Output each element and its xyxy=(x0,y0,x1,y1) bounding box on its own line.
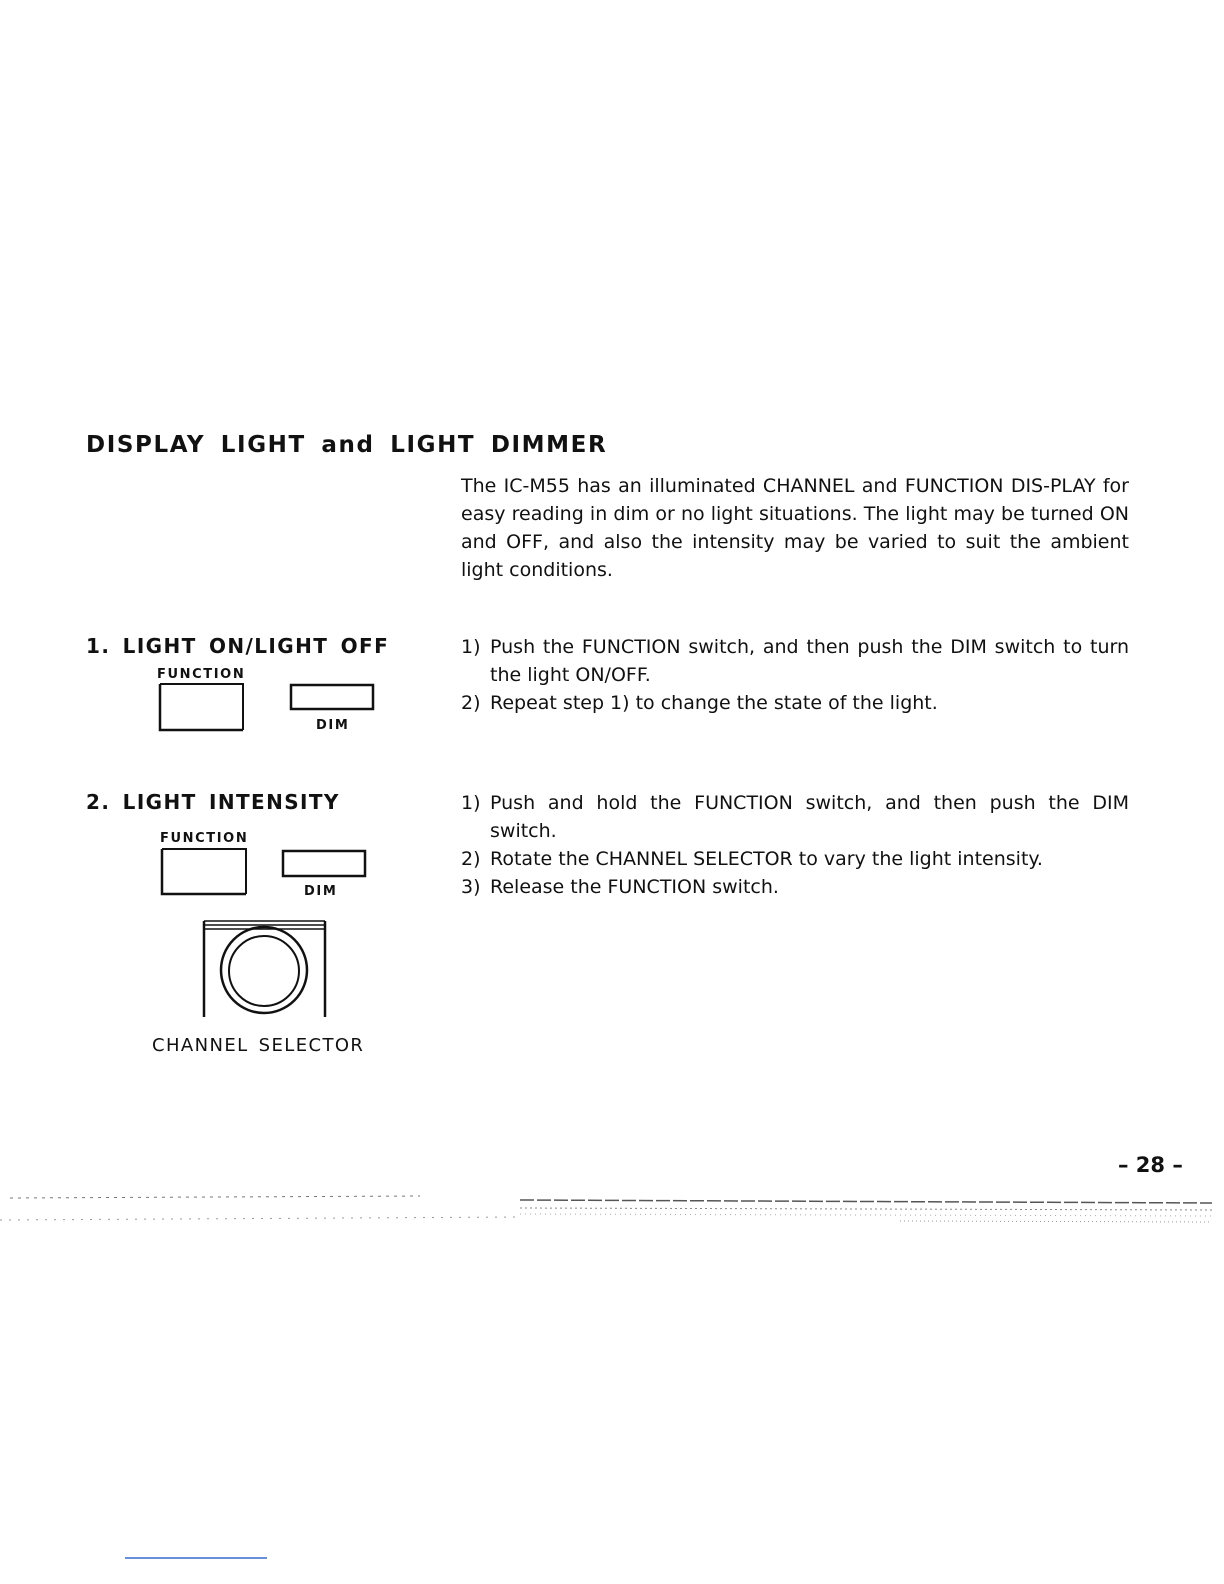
step-text: Repeat step 1) to change the state of the light. xyxy=(490,692,938,714)
section-2-steps xyxy=(461,789,1129,901)
section-1-heading: 1. LIGHT ON/LIGHT OFF xyxy=(86,634,390,658)
list-item xyxy=(461,845,1129,873)
section-1-switch-diagram xyxy=(150,680,390,740)
step-text: Push the FUNCTION switch, and then push the DIM switch to turn the light ON/OFF. xyxy=(490,636,1129,686)
step-text: Rotate the CHANNEL SELECTOR to vary the light intensity. xyxy=(490,848,1043,870)
section-1-steps xyxy=(461,633,1129,717)
list-item xyxy=(461,789,1129,845)
list-item xyxy=(461,873,1129,901)
channel-selector-diagram xyxy=(195,915,335,1025)
channel-selector-label: CHANNEL SELECTOR xyxy=(152,1035,365,1056)
dim-switch-icon xyxy=(283,851,365,876)
step-text: Release the FUNCTION switch. xyxy=(490,876,779,898)
page-number: – 28 – xyxy=(1118,1153,1183,1177)
section-2-heading: 2. LIGHT INTENSITY xyxy=(86,790,340,814)
step-number: 1) xyxy=(461,636,481,658)
function-switch-icon xyxy=(160,684,243,730)
page-title: DISPLAY LIGHT and LIGHT DIMMER xyxy=(86,432,608,458)
function-switch-icon xyxy=(162,849,246,894)
list-item xyxy=(461,633,1129,689)
channel-selector-knob-icon xyxy=(204,921,325,1017)
section-2-switch-diagram xyxy=(150,845,390,905)
list-item xyxy=(461,689,1129,717)
section-2-dim-label: DIM xyxy=(304,884,338,899)
step-text: Push and hold the FUNCTION switch, and then push the DIM switch. xyxy=(490,792,1129,842)
dim-switch-icon xyxy=(291,685,373,709)
section-1-dim-label: DIM xyxy=(316,718,350,733)
section-1-function-label: FUNCTION xyxy=(157,667,246,682)
step-number: 2) xyxy=(461,692,481,714)
step-number: 1) xyxy=(461,792,481,814)
step-number: 2) xyxy=(461,848,481,870)
intro-paragraph: The IC-M55 has an illuminated CHANNEL and FUNCTION DIS-PLAY for easy reading in dim or no light situations. The light may be turned ON and OFF, and also the intensity may be varied to suit the ambient light conditions. xyxy=(461,475,1129,581)
bottom-underline xyxy=(125,1557,267,1559)
section-2-function-label: FUNCTION xyxy=(160,831,249,846)
step-number: 3) xyxy=(461,876,481,898)
scanned-bottom-edge xyxy=(0,1190,1224,1230)
